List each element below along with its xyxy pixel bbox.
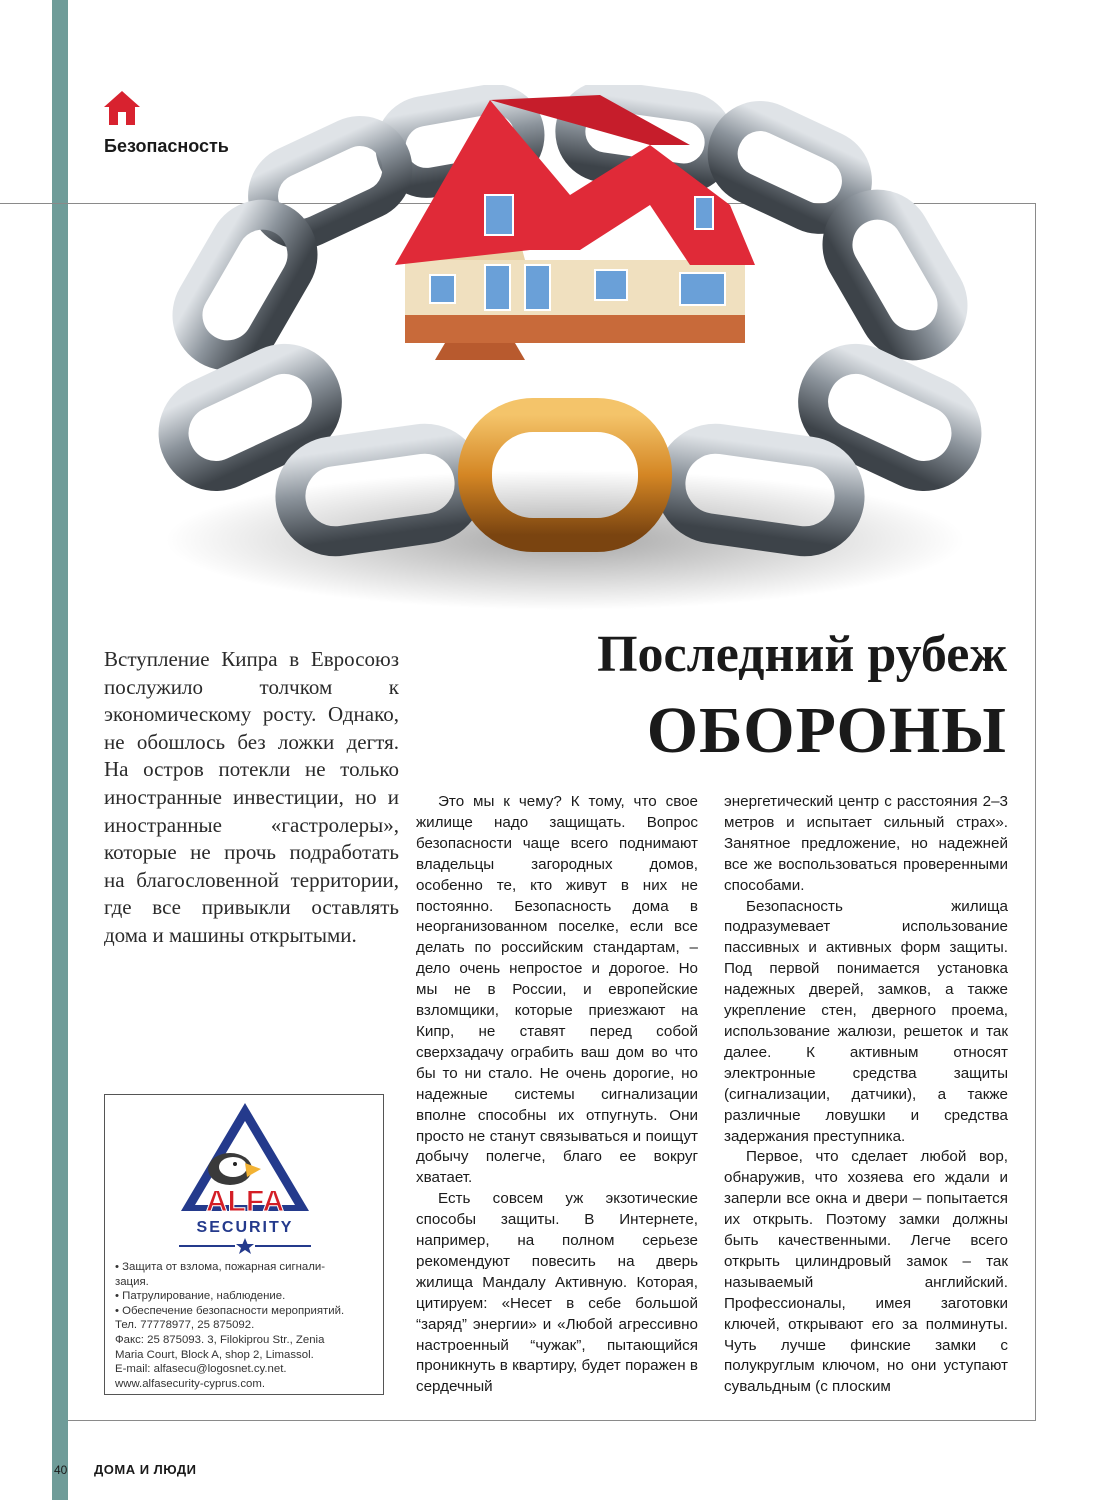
- ad-brand-bottom: SECURITY: [196, 1219, 294, 1236]
- body-column-1: [416, 792, 698, 1398]
- ad-line: зация.: [115, 1275, 149, 1288]
- body-paragraph: Безопасность жилища подразумевает использование пассивных и активных форм защиты. Под первой понимается установка надежных дверей, замков, а также укрепление стен, дверного проема, использование жалюзи, решеток и так далее. К активным относят электронные средства защиты (сигнализации, датчики), а также различные ловушки и средства задержания преступника.: [724, 897, 1008, 1145]
- body-column-2: [724, 792, 1008, 1398]
- ad-line: Тел. 77778977, 25 875092.: [115, 1319, 255, 1332]
- page-number: 40: [54, 1463, 68, 1477]
- section-label: Безопасность: [104, 136, 229, 156]
- page-edge-stripe: [52, 0, 68, 1500]
- ad-line: www.alfasecurity-cyprus.com.: [115, 1377, 266, 1390]
- ad-line: Maria Court, Block A, shop 2, Limassol.: [115, 1348, 314, 1361]
- ad-contact-text: [115, 1260, 377, 1391]
- headline-line-1: Последний рубеж: [597, 626, 1007, 683]
- ad-line: • Патрулирование, наблюдение.: [115, 1290, 286, 1303]
- star-icon: [236, 1238, 254, 1254]
- body-paragraph: энергетический центр с расстояния 2–3 метров и испытает сильный страх». Занятное предложение, но надежней все же воспользоваться проверенными способами.: [724, 793, 1008, 894]
- ad-line: Факс: 25 875093. 3, Filokiprou Str., Zenia: [115, 1333, 325, 1346]
- ad-brand-top: ALFA: [205, 1185, 285, 1218]
- body-paragraph: Первое, что сделает любой вор, обнаружив, что хозяева его ждали и заперли все окна и двери – попытается их открыть. Поэтому замки должны быть качественными. Легче всего открыть цилиндровый замок – так называемый английский. Профессионалы, имея заготовки ключей, открывают его за полминуты. Чуть лучше финские замки с полукруглым ключом, но они уступают сувальдным (с плоским: [724, 1148, 1008, 1396]
- frame-line-bottom: [68, 1420, 1036, 1421]
- ad-line: • Обеспечение безопасности мероприятий.: [115, 1304, 345, 1317]
- magazine-name: ДОМА И ЛЮДИ: [94, 1462, 197, 1477]
- hero-illustration: [130, 85, 1000, 615]
- lede-paragraph: Вступление Кипра в Евросоюз послужило толчком к экономическому росту. Однако, не обошлось без ложки дегтя. На остров потекли не только иностранные инвестиции, но и иностранные «гастролеры», которые не прочь подработать на благословенной территории, где все привыкли оставлять дома и машины открытыми.: [104, 647, 399, 947]
- advertisement-box: [104, 1094, 384, 1395]
- ad-line: E-mail: alfasecu@logosnet.cy.net.: [115, 1363, 287, 1376]
- headline-line-2: ОБОРОНЫ: [646, 694, 1007, 767]
- body-paragraph: Есть совсем уж экзотические способы защиты. В Интернете, например, на полном серьезе рекомендуют повесить на дверь жилища Мандалу Активную. Которая, цитируем: «Несет в себе большой “заряд” энергии» и «Любой агрессивно настроенный “чужак”, пытающийся проникнуть в квартиру, будет поражен в сердечный: [416, 1190, 698, 1396]
- frame-line-right: [1035, 203, 1036, 1421]
- ad-line: • Защита от взлома, пожарная сигнали-: [115, 1261, 326, 1273]
- alfa-security-logo: [175, 1099, 315, 1259]
- body-paragraph: Это мы к чему? К тому, что свое жилище надо защищать. Вопрос безопасности чаще всего поднимают владельцы загородных домов, особенно те, кто живут в них не постоянно. Безопасность дома в неорганизованном поселке, если все делать по российским стандартам, – дело очень непростое и дорогое. Но мы не в России, и европейские взломщики, которые приезжают на Кипр, не ставят перед собой сверхзадачу ограбить ваш дом во что бы то ни стало. Не очень дорогие, но надежные системы сигнализации вполне способны их отпугнуть. Они просто не станут связываться и поищут добычу полегче, благо ее вокруг хватает.: [416, 793, 698, 1187]
